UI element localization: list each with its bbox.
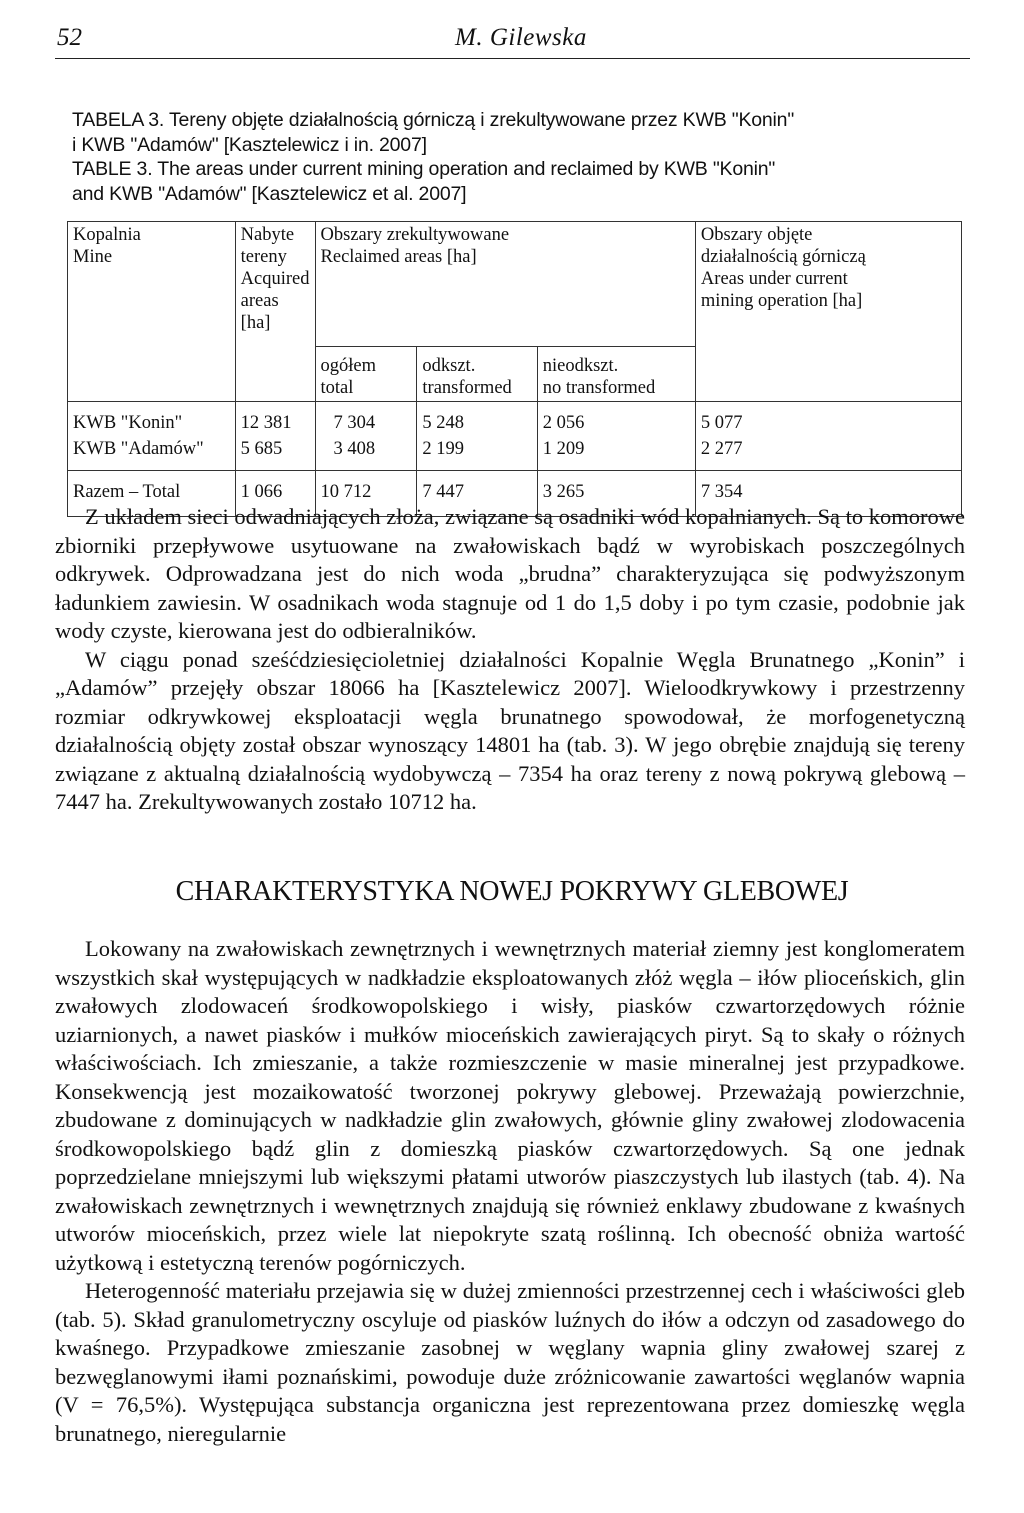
row-acquired: 5 685: [235, 436, 315, 471]
header-reclaimed: Obszary zrekultywowane Reclaimed areas [ha]: [315, 222, 695, 347]
total-transformed: 7 447: [417, 471, 537, 517]
paragraph: Heterogenność materiału przejawia się w dużej zmienności przestrzennej cech i właściwości gleb (tab. 5). Skład granulometryczny oscyluje od piasków luźnych do iłów a odczyn od zasadowego do kwaśnego. Przypadkowe zmieszanie zasobnej w węglany wapnia gliny zwałowej szarej z bezwęglanowymi iłami poznańskimi, powoduje duże zróżnicowanie zawartości węglanów wapnia (V = 76,5%). Występująca substancja organiczna jest reprezentowana przez domieszkę węgla brunatnego, nieregularnie: [55, 1278, 965, 1446]
row-total: 3 408: [315, 436, 417, 471]
row-acquired: 12 381: [235, 402, 315, 437]
row-transformed: 5 248: [417, 402, 537, 437]
page-number: 52: [57, 24, 82, 51]
header-mine: Kopalnia Mine: [68, 222, 236, 402]
total-acquired: 1 066: [235, 471, 315, 517]
running-head: M. Gilewska: [455, 24, 587, 51]
table-header-row: [68, 222, 962, 347]
row-mine: KWB "Konin": [68, 402, 236, 437]
paragraph: Lokowany na zwałowiskach zewnętrznych i wewnętrznych materiał ziemny jest konglomeratem wszystkich skał występujących w nadkładzie eksploatowanych złóż węgla – iłów plioceńskich, glin zwałowych zlodowaceń środkowopolskiego i wisły, piasków czwartorzędowych różnie uziarnionych, a nawet piasków i mułków mioceńskich zawierających piryt. Są to skały o różnych właściwościach. Ich zmieszanie, a także rozmieszczenie w masie mineralnej jest przypadkowe. Konsekwencją jest mozaikowatość tworzonej pokrywy glebowej. Przeważają powierzchnie, zbudowane z dominujących w nadkładzie glin zwałowych, głównie gliny zwałowej zlodowacenia środkowopolskiego bądź glin z domieszką piasków czwartorzędowych. Są one jednak poprzedzielane mniejszymi lub większymi płatami utworów piaszczystych lub ilastych (tab. 4). Na zwałowiskach zewnętrznych i wewnętrznych znajdują się również enklawy zbudowane z kwaśnych utworów mioceńskich, przez wiele lat niepokryte szatą roślinną. Ich obecność obniża wartość użytkową i estetyczną terenów pogórniczych.: [55, 936, 965, 1275]
section-title: CHARAKTERYSTYKA NOWEJ POKRYWY GLEBOWEJ: [175, 876, 849, 907]
row-notransformed: 2 056: [537, 402, 695, 437]
total-mining: 7 354: [695, 471, 961, 517]
caption-pl-line-2: i KWB "Adamów" [Kasztelewicz i in. 2007]: [72, 133, 427, 156]
table-caption: [72, 108, 902, 206]
row-notransformed: 1 209: [537, 436, 695, 471]
header-transformed: odkszt. transformed: [417, 347, 537, 402]
row-mining: 5 077: [695, 402, 961, 437]
caption-en-line-2: and KWB "Adamów" [Kasztelewicz et al. 2007]: [72, 182, 467, 205]
row-transformed: 2 199: [417, 436, 537, 471]
table-row: [68, 436, 962, 471]
total-total: 10 712: [315, 471, 417, 517]
paragraph: W ciągu ponad sześćdziesięcioletniej działalności Kopalnie Węgla Brunatnego „Konin” i „Adamów” przejęły obszar 18066 ha [Kasztelewicz 2007]. Wieloodkrywkowy i przestrzenny rozmiar odkrywkowej eksploatacji węgla brunatnego spowodował, że morfogenetyczną działalnością objęty został obszar wynoszący 14801 ha (tab. 3). W jego obrębie znajdują się tereny związane z aktualną działalnością wydobywczą – 7354 ha oraz tereny z nową pokrywą glebową – 7447 ha. Zrekultywowanych zostało 10712 ha.: [55, 646, 965, 814]
row-mining: 2 277: [695, 436, 961, 471]
header-total: ogółem total: [315, 347, 417, 402]
total-mine: Razem – Total: [68, 471, 236, 517]
header-mining: Obszary objęte działalnością górniczą Areas under current mining operation [ha]: [695, 222, 961, 402]
row-mine: KWB "Adamów": [68, 436, 236, 471]
row-total: 7 304: [315, 402, 417, 437]
paragraph: Z układem sieci odwadniających złoża, związane są osadniki wód kopalnianych. Są to komorowe zbiorniki przepływowe usytuowane na zwałowiskach bądź w wyrobiskach poszczególnych odkrywek. Odprowadzana jest do nich woda „brudna” charakteryzująca się podwyższonym ładunkiem zawiesin. W osadnikach woda stagnuje od 1 do 1,5 doby i po tym czasie, podobnie jak wody czyste, kierowana jest do odbieralników.: [55, 504, 965, 643]
total-notransformed: 3 265: [537, 471, 695, 517]
caption-pl-line-1: TABELA 3. Tereny objęte działalnością górniczą i zrekultywowane przez KWB "Konin": [72, 109, 795, 131]
caption-en-line-1: TABLE 3. The areas under current mining operation and reclaimed by KWB "Konin": [72, 158, 776, 180]
header-acquired: Nabyte tereny Acquired areas [ha]: [235, 222, 315, 402]
body-section-b: [55, 935, 965, 1448]
page-header: [55, 18, 970, 59]
header-notransformed: nieodkszt. no transformed: [537, 347, 695, 402]
table-row: [68, 402, 962, 437]
data-table: [67, 221, 962, 517]
body-section-a: [55, 503, 965, 817]
